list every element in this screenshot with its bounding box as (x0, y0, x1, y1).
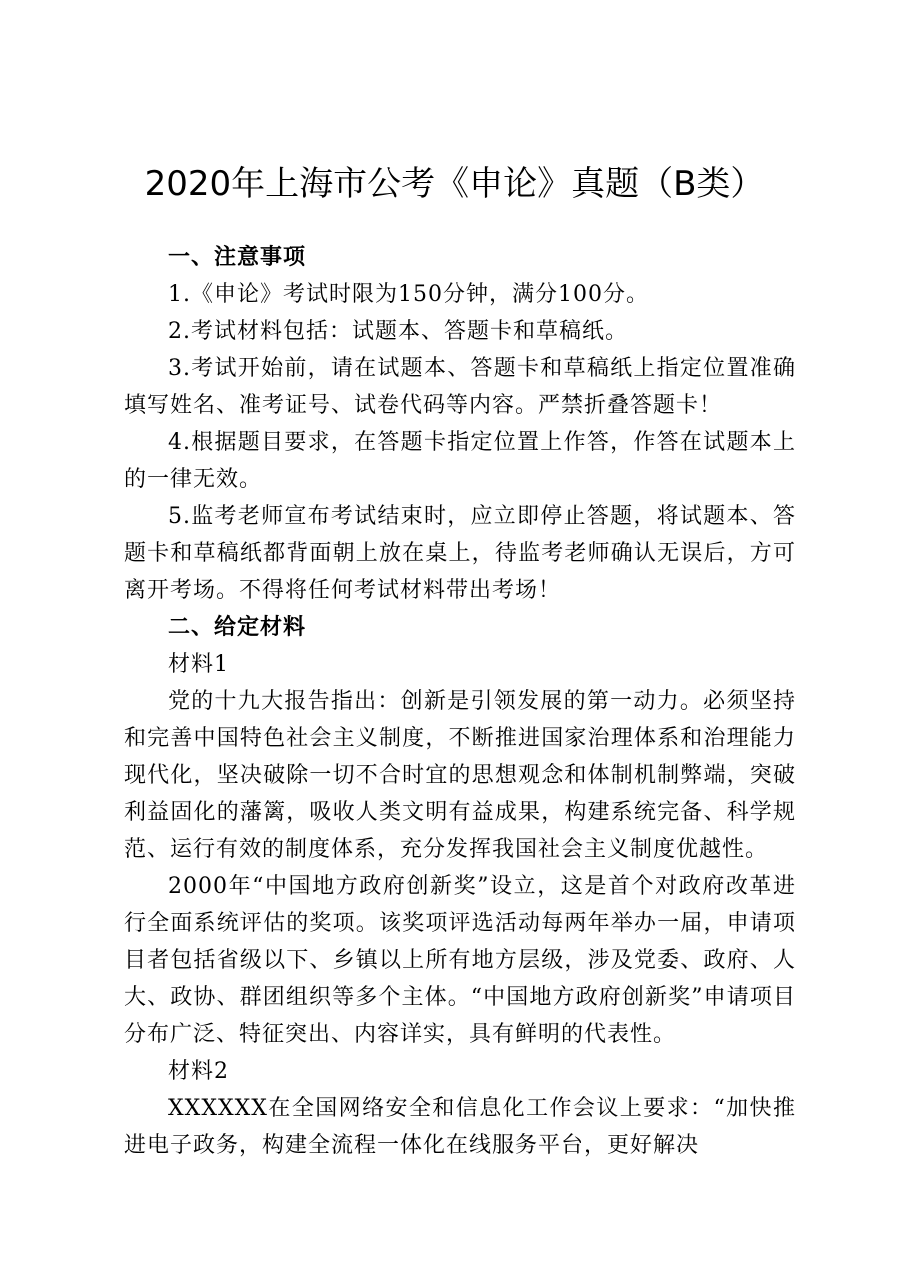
material-1-paragraph-1: 党的十九大报告指出：创新是引领发展的第一动力。必须坚持和完善中国特色社会主义制度，不断推进国家治理体系和治理能力现代化，坚决破除一切不合时宜的思想观念和体制机制弊端，突破利益固化的藩篱，吸收人类文明有益成果，构建系统完备、科学规范、运行有效的制度体系，充分发挥我国社会主义制度优越性。 (124, 689, 796, 862)
material-2-label: 材料2 (168, 1059, 229, 1084)
notice-item-2: 2.考试材料包括：试题本、答题卡和草稿纸。 (168, 319, 628, 344)
document-body (124, 239, 796, 1164)
material-2-paragraph-1: XXXXXX在全国网络安全和信息化工作会议上要求：“加快推进电子政务，构建全流程一体化在线服务平台，更好解决 (124, 1096, 796, 1158)
notice-item-5: 5.监考老师宣布考试结束时，应立即停止答题，将试题本、答题卡和草稿纸都背面朝上放在桌上，待监考老师确认无误后，方可离开考场。不得将任何考试材料带出考场！ (124, 504, 796, 603)
section-heading-materials: 二、给定材料 (168, 615, 307, 640)
notice-item-3: 3.考试开始前，请在试题本、答题卡和草稿纸上指定位置准确填写姓名、准考证号、试卷代码等内容。严禁折叠答题卡！ (124, 356, 796, 418)
notice-item-4: 4.根据题目要求，在答题卡指定位置上作答，作答在试题本上的一律无效。 (124, 430, 796, 492)
material-1-paragraph-2: 2000年“中国地方政府创新奖”设立，这是首个对政府改革进行全面系统评估的奖项。该奖项评选活动每两年举办一届，申请项目者包括省级以下、乡镇以上所有地方层级，涉及党委、政府、人大、政协、群团组织等多个主体。“中国地方政府创新奖”申请项目分布广泛、特征突出、内容详实，具有鲜明的代表性。 (124, 874, 796, 1047)
material-1-label: 材料1 (168, 652, 229, 677)
notice-item-1: 1.《申论》考试时限为150分钟，满分100分。 (168, 282, 649, 307)
document-title: 2020年上海市公考《申论》真题（B类） (144, 164, 765, 204)
section-heading-notice: 一、注意事项 (168, 245, 307, 270)
